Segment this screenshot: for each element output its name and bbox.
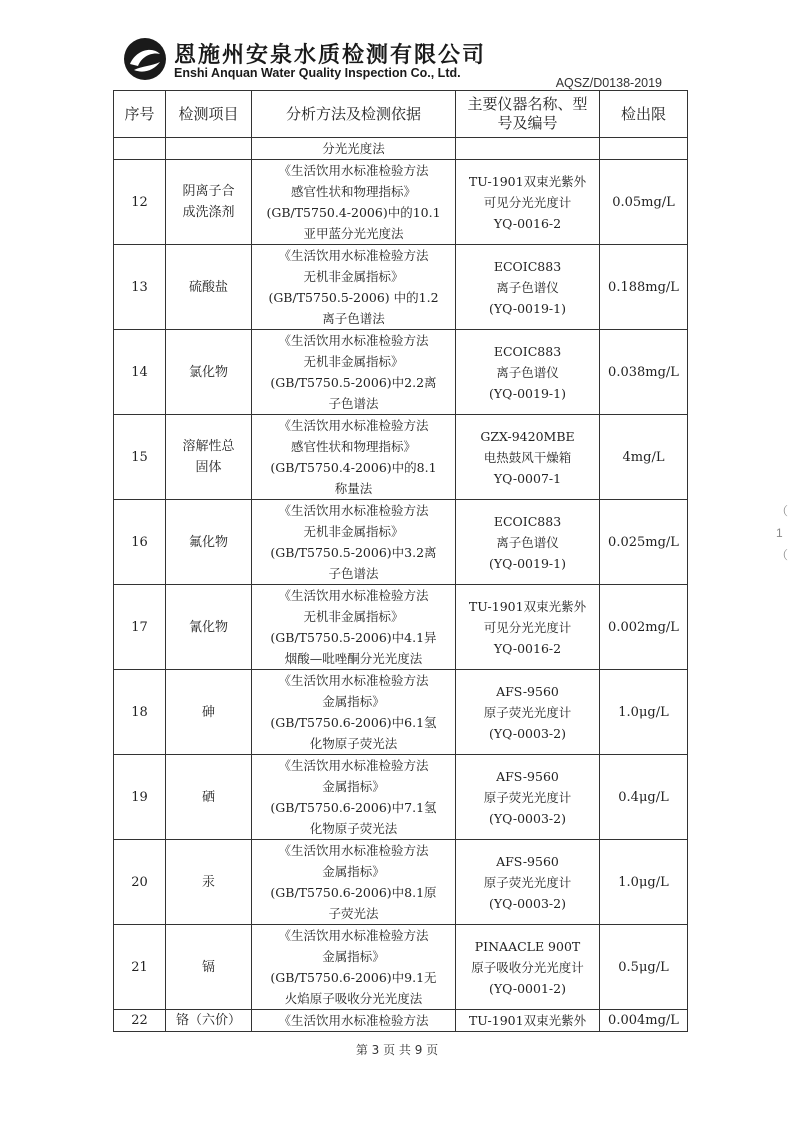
cell-instrument-line: PINAACLE 900T: [474, 938, 581, 954]
cell-method-line: 无机非金属指标》: [303, 609, 404, 624]
cell: [166, 138, 252, 160]
cell-method-line: (GB/T5750.5-2006)中2.2离: [270, 375, 437, 390]
cell-item: 汞: [166, 840, 252, 925]
cell-method-line: 《生活饮用水标准检验方法: [278, 163, 429, 178]
cell-instrument-line: 原子吸收分光光度计: [471, 959, 584, 975]
cell-no: 21: [114, 925, 166, 1010]
cell-instrument-line: ECOIC883: [493, 258, 562, 274]
cell-method-line: 《生活饮用水标准检验方法: [278, 928, 429, 943]
cell-limit: 0.002mg/L: [600, 585, 688, 670]
cell-item: 溶解性总固体: [166, 415, 252, 500]
cell-instrument-line: (YQ-0001-2): [489, 980, 566, 996]
cell-instrument-line: (YQ-0019-1): [489, 300, 566, 316]
cell-method-line: (GB/T5750.5-2006)中3.2离: [270, 545, 437, 560]
cell-method: [252, 160, 456, 245]
cell-no: 20: [114, 840, 166, 925]
cell-no: 16: [114, 500, 166, 585]
cell-method-line: 烟酸—吡唑酮分光光度法: [284, 651, 423, 666]
cell-method-line: 《生活饮用水标准检验方法: [278, 503, 429, 518]
col-header-method: 分析方法及检测依据: [252, 91, 456, 138]
table-row: [114, 415, 688, 500]
cell-method-line: 金属指标》: [322, 694, 385, 709]
cell: [114, 138, 166, 160]
cell-limit: 4mg/L: [600, 415, 688, 500]
cell-no: 14: [114, 330, 166, 415]
cell-no: 15: [114, 415, 166, 500]
cell-no: 22: [114, 1010, 166, 1032]
cell-limit: 0.025mg/L: [600, 500, 688, 585]
table-row: [114, 500, 688, 585]
cell-instrument: [456, 330, 600, 415]
cell-method-line: 《生活饮用水标准检验方法: [278, 843, 429, 858]
company-name-cn: 恩施州安泉水质检测有限公司: [174, 43, 487, 68]
cell-method-line: 亚甲蓝分光光度法: [303, 226, 404, 241]
cell-method-line: 金属指标》: [322, 779, 385, 794]
cell: [600, 138, 688, 160]
side-mark: 1: [776, 526, 783, 540]
cell-item: 镉: [166, 925, 252, 1010]
cell-limit: 0.4μg/L: [600, 755, 688, 840]
cell-instrument-line: (YQ-0019-1): [489, 555, 566, 571]
test-methods-table: [113, 90, 688, 1032]
cell-instrument: [456, 670, 600, 755]
cell-instrument-line: 离子色谱仪: [496, 364, 559, 380]
cell-instrument-line: 原子荧光光度计: [483, 704, 572, 720]
cell-item: 阴离子合成洗涤剂: [166, 160, 252, 245]
cell-instrument: TU-1901双束光紫外: [456, 1010, 600, 1032]
cell-method-line: (GB/T5750.6-2006)中6.1氢: [270, 715, 437, 730]
table-row: [114, 1010, 688, 1032]
cell-method-line: 无机非金属指标》: [303, 524, 404, 539]
cell-method: [252, 585, 456, 670]
company-logo-icon: [122, 36, 168, 82]
table-row-continued: [114, 138, 688, 160]
cell-method-line: 子荧光法: [328, 906, 379, 921]
table-header-row: [114, 91, 688, 138]
cell-instrument-line: ECOIC883: [493, 513, 562, 529]
cell-method: [252, 840, 456, 925]
cell-method: [252, 755, 456, 840]
cell-method-line: 子色谱法: [328, 566, 379, 581]
cell-no: 18: [114, 670, 166, 755]
cell-limit: 0.038mg/L: [600, 330, 688, 415]
side-marks: [776, 500, 790, 620]
company-name-en: Enshi Anquan Water Quality Inspection Co., Ltd.: [174, 66, 461, 80]
cell-instrument-line: TU-1901双束光紫外: [468, 598, 587, 614]
cell-instrument-line: (YQ-0003-2): [489, 725, 566, 741]
cell-method-line: (GB/T5750.5-2006)中4.1异: [270, 630, 437, 645]
cell-instrument-line: AFS-9560: [496, 853, 559, 869]
cell-instrument-line: AFS-9560: [496, 683, 559, 699]
cell-method-line: 化物原子荧光法: [309, 736, 398, 751]
cell-no: 19: [114, 755, 166, 840]
cell-no: 13: [114, 245, 166, 330]
cell-instrument-line: 原子荧光光度计: [483, 789, 572, 805]
cell-method: [252, 925, 456, 1010]
cell-item: 砷: [166, 670, 252, 755]
cell-instrument-line: YQ-0016-2: [493, 215, 562, 231]
cell-instrument-line: ECOIC883: [493, 343, 562, 359]
cell-limit: 0.05mg/L: [600, 160, 688, 245]
document-number: AQSZ/D0138-2019: [555, 76, 662, 90]
cell-item: 铬（六价）: [166, 1010, 252, 1032]
cell-method: [252, 500, 456, 585]
cell-instrument: [456, 415, 600, 500]
cell-method: [252, 245, 456, 330]
cell-method-line: 离子色谱法: [322, 311, 385, 326]
col-header-limit: 检出限: [600, 91, 688, 138]
cell-instrument-line: (YQ-0003-2): [489, 810, 566, 826]
cell-instrument-line: 电热鼓风干燥箱: [483, 449, 572, 465]
cell-instrument-line: YQ-0007-1: [493, 470, 562, 486]
cell-instrument: [456, 755, 600, 840]
cell-method-line: 《生活饮用水标准检验方法: [278, 758, 429, 773]
cell-method-line: (GB/T5750.5-2006) 中的1.2: [268, 290, 439, 305]
table-row: [114, 670, 688, 755]
cell-instrument-line: (YQ-0019-1): [489, 385, 566, 401]
cell-instrument: [456, 585, 600, 670]
cell-instrument-line: TU-1901双束光紫外: [468, 173, 587, 189]
cell-method-line: 感官性状和物理指标》: [290, 184, 416, 199]
cell-method-line: 《生活饮用水标准检验方法: [278, 673, 429, 688]
cell-method-line: (GB/T5750.4-2006)中的8.1: [270, 460, 437, 475]
cell-method-line: (GB/T5750.4-2006)中的10.1: [266, 205, 441, 220]
table-row: [114, 840, 688, 925]
table-row: [114, 755, 688, 840]
side-mark: （: [776, 504, 789, 518]
table-row: [114, 585, 688, 670]
cell-limit: 1.0μg/L: [600, 840, 688, 925]
cell-method-line: 《生活饮用水标准检验方法: [278, 418, 429, 433]
cell-item: 氟化物: [166, 500, 252, 585]
cell-instrument-line: 离子色谱仪: [496, 279, 559, 295]
cell-instrument-line: (YQ-0003-2): [489, 895, 566, 911]
table-row: [114, 925, 688, 1010]
cell-instrument-line: AFS-9560: [496, 768, 559, 784]
cell-method-line: (GB/T5750.6-2006)中7.1氢: [270, 800, 437, 815]
col-header-instrument: 主要仪器名称、型号及编号: [456, 91, 600, 138]
cell-no: 12: [114, 160, 166, 245]
page-number: 第 3 页 共 9 页: [355, 1043, 439, 1057]
cell-method: [252, 415, 456, 500]
cell-method-line: (GB/T5750.6-2006)中9.1无: [270, 970, 437, 985]
cell-limit: 0.188mg/L: [600, 245, 688, 330]
col-header-no: 序号: [114, 91, 166, 138]
cell-method-line: 称量法: [334, 481, 373, 496]
cell-instrument: [456, 840, 600, 925]
cell-instrument-line: 可见分光光度计: [483, 194, 572, 210]
cell-method-line: 《生活饮用水标准检验方法: [278, 588, 429, 603]
cell-limit: 0.004mg/L: [600, 1010, 688, 1032]
cell-method: [252, 670, 456, 755]
cell: [456, 138, 600, 160]
cell-instrument: [456, 925, 600, 1010]
cell-method-line: 火焰原子吸收分光光度法: [284, 991, 423, 1006]
cell-method-line: 《生活饮用水标准检验方法: [278, 248, 429, 263]
cell-instrument: [456, 160, 600, 245]
cell-instrument: [456, 500, 600, 585]
cell-limit: 0.5μg/L: [600, 925, 688, 1010]
cell-method-line: (GB/T5750.6-2006)中8.1原: [270, 885, 437, 900]
table-row: [114, 330, 688, 415]
cell-method: 分光光度法: [252, 138, 456, 160]
cell-no: 17: [114, 585, 166, 670]
cell-item: 硫酸盐: [166, 245, 252, 330]
cell-method-line: 感官性状和物理指标》: [290, 439, 416, 454]
cell-instrument-line: GZX-9420MBE: [480, 428, 575, 444]
cell-item: 氯化物: [166, 330, 252, 415]
cell-method-line: 金属指标》: [322, 864, 385, 879]
cell-method-line: 《生活饮用水标准检验方法: [278, 333, 429, 348]
cell-instrument-line: 离子色谱仪: [496, 534, 559, 550]
cell-instrument: [456, 245, 600, 330]
side-mark: （: [776, 548, 789, 562]
cell-instrument-line: YQ-0016-2: [493, 640, 562, 656]
cell-limit: 1.0μg/L: [600, 670, 688, 755]
cell-instrument-line: 可见分光光度计: [483, 619, 572, 635]
table-row: [114, 245, 688, 330]
cell-method-line: 化物原子荧光法: [309, 821, 398, 836]
cell-method-line: 子色谱法: [328, 396, 379, 411]
cell-method-line: 无机非金属指标》: [303, 269, 404, 284]
cell-method-line: 金属指标》: [322, 949, 385, 964]
cell-item: 硒: [166, 755, 252, 840]
col-header-item: 检测项目: [166, 91, 252, 138]
cell-item: 氰化物: [166, 585, 252, 670]
table-row: [114, 160, 688, 245]
cell-method-line: 无机非金属指标》: [303, 354, 404, 369]
cell-instrument-line: 原子荧光光度计: [483, 874, 572, 890]
cell-method: [252, 330, 456, 415]
cell-method: 《生活饮用水标准检验方法: [252, 1010, 456, 1032]
